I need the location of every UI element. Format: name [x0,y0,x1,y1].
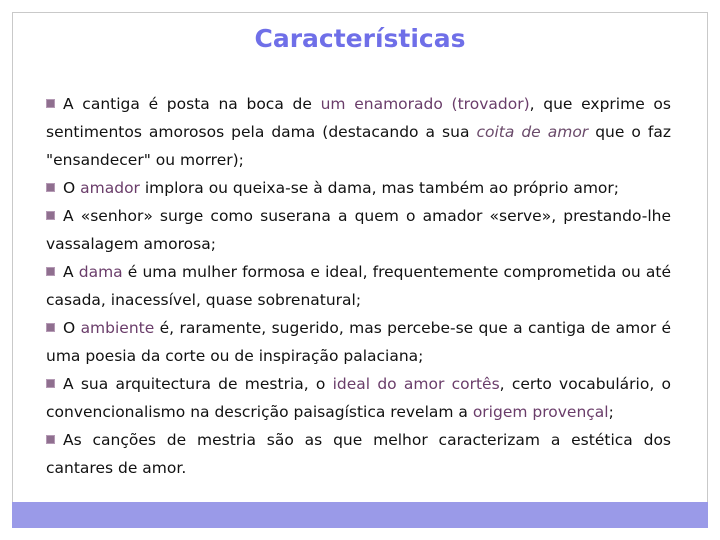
item-text: , que exprime os sentimentos amorosos pela dama (destacando a sua [46,95,671,141]
highlight-text: dama [78,263,123,281]
item-text: A cantiga é posta na boca de [63,95,321,113]
square-bullet-icon [46,211,55,220]
list-item [46,202,671,258]
item-text: , certo vocabulário, o convencionalismo na descrição paisagística revelam a [46,375,671,421]
item-text: é, raramente, sugerido, mas percebe-se que a cantiga de amor é uma poesia da corte ou de inspiração palaciana; [46,319,671,365]
list-item [46,258,671,314]
square-bullet-icon [46,267,55,276]
square-bullet-icon [46,99,55,108]
highlight-text: um enamorado (trovador) [320,95,530,113]
item-text: implora ou queixa-se à dama, mas também ao próprio amor; [139,179,619,197]
highlight-text: ideal do amor cortês [332,375,500,393]
highlight-text: amador [80,179,140,197]
square-bullet-icon [46,435,55,444]
footer-bar [12,502,708,528]
item-text: O [63,179,81,197]
list-item [46,90,671,174]
list-item [46,426,671,482]
list-item [46,314,671,370]
highlight-text: ambiente [80,319,155,337]
bullet-list [46,90,671,482]
highlight-text: origem provençal [472,403,609,421]
item-text: é uma mulher formosa e ideal, frequentemente comprometida ou até casada, inacessível, quase sobrenatural; [46,263,671,309]
square-bullet-icon [46,379,55,388]
item-text: As canções de mestria são as que melhor caracterizam a estética dos cantares de amor. [46,431,671,477]
item-text: O [63,319,81,337]
item-text: A [63,263,79,281]
square-bullet-icon [46,323,55,332]
item-text: A sua arquitectura de mestria, o [63,375,333,393]
highlight-text: coita de amor [476,123,589,141]
list-item [46,174,671,202]
slide-title: Características [254,24,466,53]
list-item [46,370,671,426]
square-bullet-icon [46,183,55,192]
item-text: A «senhor» surge como suserana a quem o amador «serve», prestando-lhe vassalagem amorosa; [46,207,671,253]
item-text: que o faz "ensandecer" ou morrer); [46,123,671,169]
item-text: ; [608,403,614,421]
